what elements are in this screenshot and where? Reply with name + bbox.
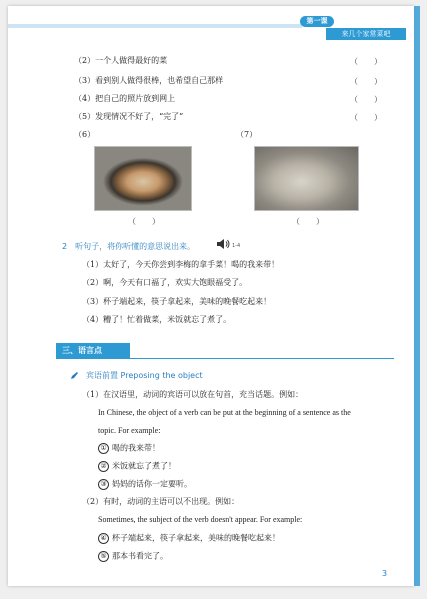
photo-label: （7） <box>236 130 258 139</box>
grammar-point-en: topic. For example: <box>98 426 161 435</box>
grammar-point-cn: （2）有时，动词的主语可以不出现。例如： <box>82 497 240 506</box>
example-sentence: ② 米饭就忘了煮了！ <box>98 461 176 472</box>
textbook-page <box>8 6 414 586</box>
section-divider <box>56 358 394 359</box>
example-sentence: ④ 杯子端起来，筷子拿起来，美味的晚餐吃起来！ <box>98 533 280 544</box>
listening-sentence: （2）啊，今天有口福了，欢实大饱眼福受了。 <box>82 278 248 287</box>
exercise-item: （3）看到别人做得很棒，也希望自己那样 <box>74 76 224 85</box>
audio-speaker-icon[interactable] <box>216 238 230 250</box>
audio-track-number: 1-4 <box>232 243 241 249</box>
exercise-item: （5）发现情况不好了，“完了” <box>74 112 184 121</box>
lesson-title: 来几个家常菜吧 <box>326 28 406 40</box>
answer-blank[interactable]: （ ） <box>350 57 382 66</box>
side-edge-bar <box>414 6 420 586</box>
listening-sentence: （1）太好了，今天你尝到李梅的拿手菜！喝的我来带！ <box>82 260 280 269</box>
page-number: 3 <box>382 569 388 578</box>
exercise-title: 2 听句子，将你听懂的意思说出来。 <box>62 242 196 251</box>
answer-blank[interactable]: （ ） <box>350 113 382 122</box>
pen-icon <box>70 371 79 380</box>
example-sentence: ① 喝的我来带！ <box>98 443 160 454</box>
grammar-point-en: Sometimes, the subject of the verb doesn't appear. For example: <box>98 515 303 524</box>
grammar-point-en: In Chinese, the object of a verb can be put at the beginning of a sentence as the <box>98 408 351 417</box>
food-photo <box>254 146 359 211</box>
listening-sentence: （3）杯子端起来，筷子拿起来，美味的晚餐吃起来！ <box>82 297 272 306</box>
grammar-point-cn: （1）在汉语里，动词的宾语可以放在句首，充当话题。例如： <box>82 390 304 399</box>
answer-blank[interactable]: （ ） <box>292 217 324 226</box>
answer-blank[interactable]: （ ） <box>350 77 382 86</box>
example-sentence: ③ 妈妈的话你一定要听。 <box>98 479 192 490</box>
exercise-item: （4）把自己的照片放到网上 <box>74 94 176 103</box>
listening-sentence: （4）糟了！忙着做菜，米饭就忘了煮了。 <box>82 315 232 324</box>
header-bar <box>8 24 302 28</box>
food-photo <box>94 146 192 211</box>
answer-blank[interactable]: （ ） <box>128 217 160 226</box>
section-heading: 三、语言点 <box>56 343 130 358</box>
lesson-badge: 第一课 <box>300 16 334 27</box>
example-sentence: ⑤ 那本书看完了。 <box>98 551 168 562</box>
answer-blank[interactable]: （ ） <box>350 95 382 104</box>
subsection-title: 宾语前置 Preposing the object <box>86 371 203 380</box>
photo-label: （6） <box>74 130 96 139</box>
exercise-item: （2）一个人做得最好的菜 <box>74 56 168 65</box>
